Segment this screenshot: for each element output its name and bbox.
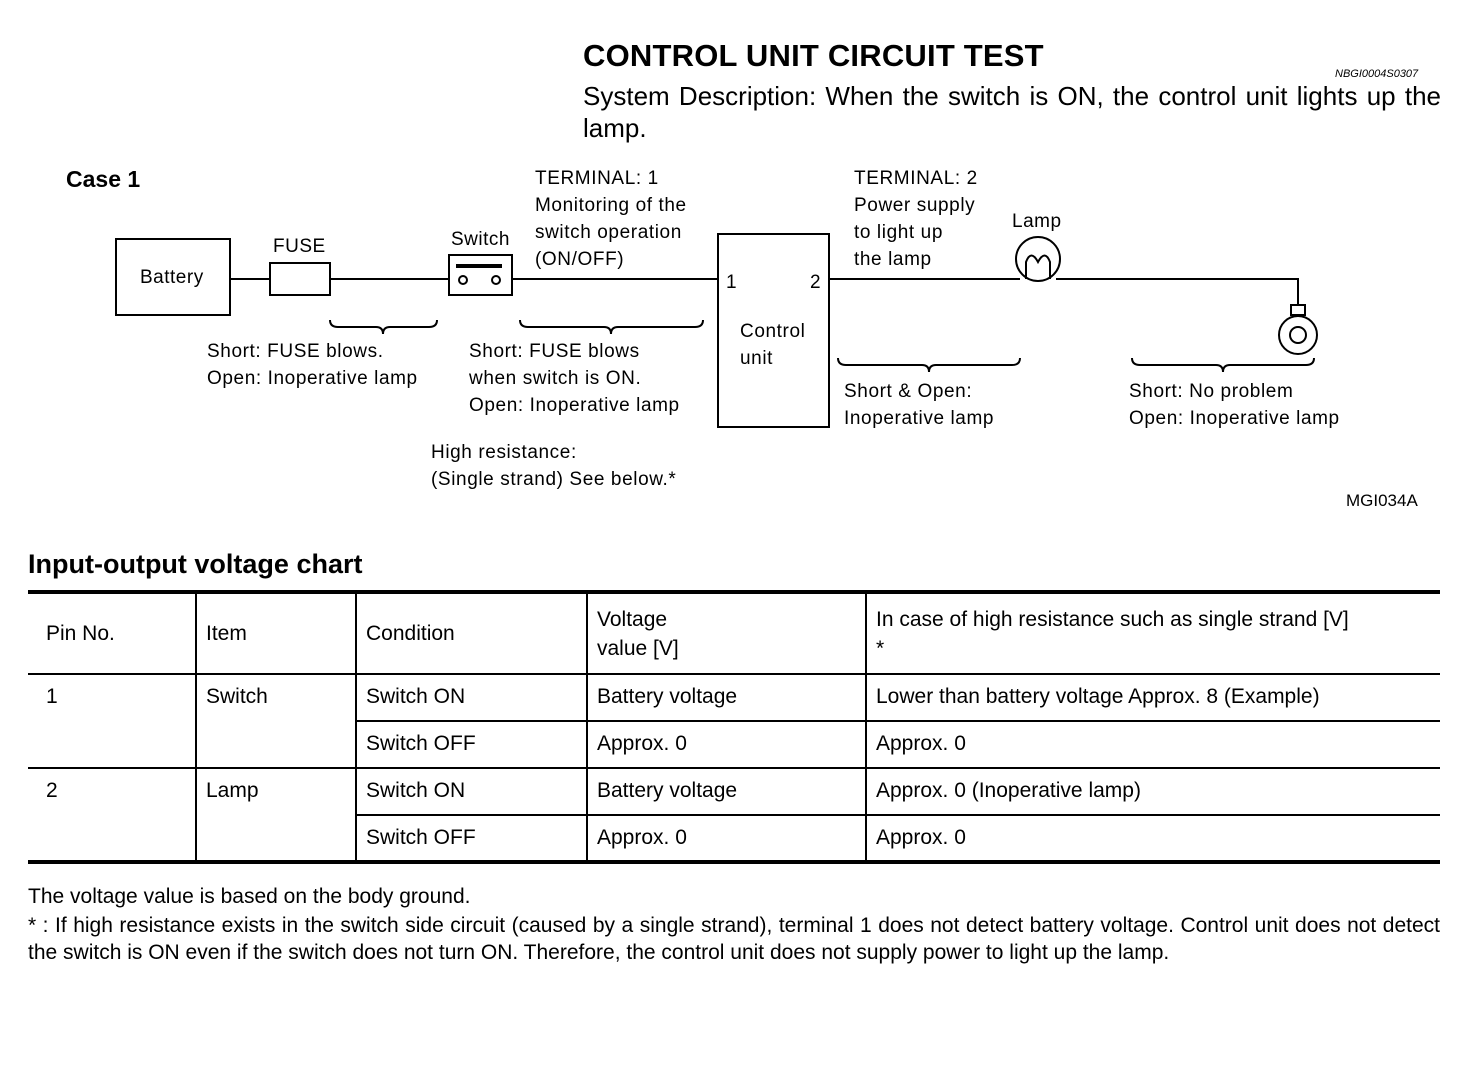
item-cell: Lamp [196,768,356,815]
ground-fault-note: Short: No problem Open: Inoperative lamp [1129,381,1340,429]
condition-cell: Switch ON [356,768,587,815]
control-unit-label: Control unit [740,321,806,369]
pin-cell: 2 [46,779,58,802]
voltage-cell: Battery voltage [587,768,866,815]
condition-cell: Switch OFF [356,815,587,862]
terminal1-label: TERMINAL: 1 Monitoring of the switch operation (ON/OFF) [535,168,687,270]
item-cell [196,721,356,768]
brace-lamp [838,358,1020,372]
note-body-ground: The voltage value is based on the body ground. [28,885,471,908]
high-resistance-cell: Approx. 0 (Inoperative lamp) [866,768,1440,815]
fuse-fault-note: Short: FUSE blows. Open: Inoperative lamp [207,341,418,389]
header-cell: Item [196,592,356,674]
high-resistance-cell: Approx. 0 [866,815,1440,862]
header-cell: Condition [356,592,587,674]
high-resistance-cell: Approx. 0 [866,721,1440,768]
pin2-label: 2 [810,272,822,293]
battery-label: Battery [140,267,204,288]
figure-id: MGI034A [1346,491,1418,510]
header-cell: In case of high resistance such as single strand [V] * [866,592,1440,674]
pin-cell [28,721,196,768]
table-header-row [28,592,1440,674]
switch-label: Switch [451,229,510,250]
voltage-cell: Approx. 0 [587,815,866,862]
header-cell: Pin No. [28,592,196,674]
item-cell [196,815,356,862]
lamp-fault-note: Short & Open: Inoperative lamp [844,381,995,429]
brace-ground [1132,358,1314,372]
lamp-label: Lamp [1012,211,1062,232]
condition-cell: Switch ON [356,674,587,721]
condition-cell: Switch OFF [356,721,587,768]
switch-fault-note: Short: FUSE blows when switch is ON. Open: Inoperative lamp [469,341,680,416]
table-row [28,815,1440,862]
table-row [28,768,1440,815]
terminal2-label: TERMINAL: 2 Power supply to light up the lamp [854,168,978,270]
system-description: System Description: When the switch is ON, the control unit lights up the lamp. [583,81,1441,143]
switch-symbol [449,255,512,295]
header-cell: Voltage value [V] [587,592,866,674]
voltage-cell: Battery voltage [587,674,866,721]
ground-icon [1279,305,1317,354]
voltage-cell: Approx. 0 [587,721,866,768]
pin-cell [28,815,196,862]
page-title: CONTROL UNIT CIRCUIT TEST [583,38,1044,73]
table-row [28,674,1440,721]
case-label: Case 1 [66,166,141,192]
brace-switch [520,320,703,334]
high-resistance-cell: Lower than battery voltage Approx. 8 (Example) [866,674,1440,721]
table-row [28,721,1440,768]
item-cell: Switch [196,674,356,721]
fuse-label: FUSE [273,236,326,257]
pin1-label: 1 [726,272,738,293]
high-resistance-note: High resistance: (Single strand) See below.* [431,442,677,490]
brace-fuse [330,320,437,334]
note-high-resistance: * : If high resistance exists in the switch side circuit (caused by a single strand), terminal 1 does not detect battery voltage. Control unit does not detect the switch is ON even if the switch does not turn ON. Therefore, the control unit does not supply power to light up the lamp. [28,914,1440,964]
footnotes [28,883,1440,966]
reference-code: NBGI0004S0307 [1335,68,1419,80]
chart-title: Input-output voltage chart [28,549,363,579]
lamp-icon [1016,237,1060,281]
pin-cell: 1 [46,685,58,708]
fuse-symbol [270,263,330,295]
voltage-table [28,590,1440,864]
